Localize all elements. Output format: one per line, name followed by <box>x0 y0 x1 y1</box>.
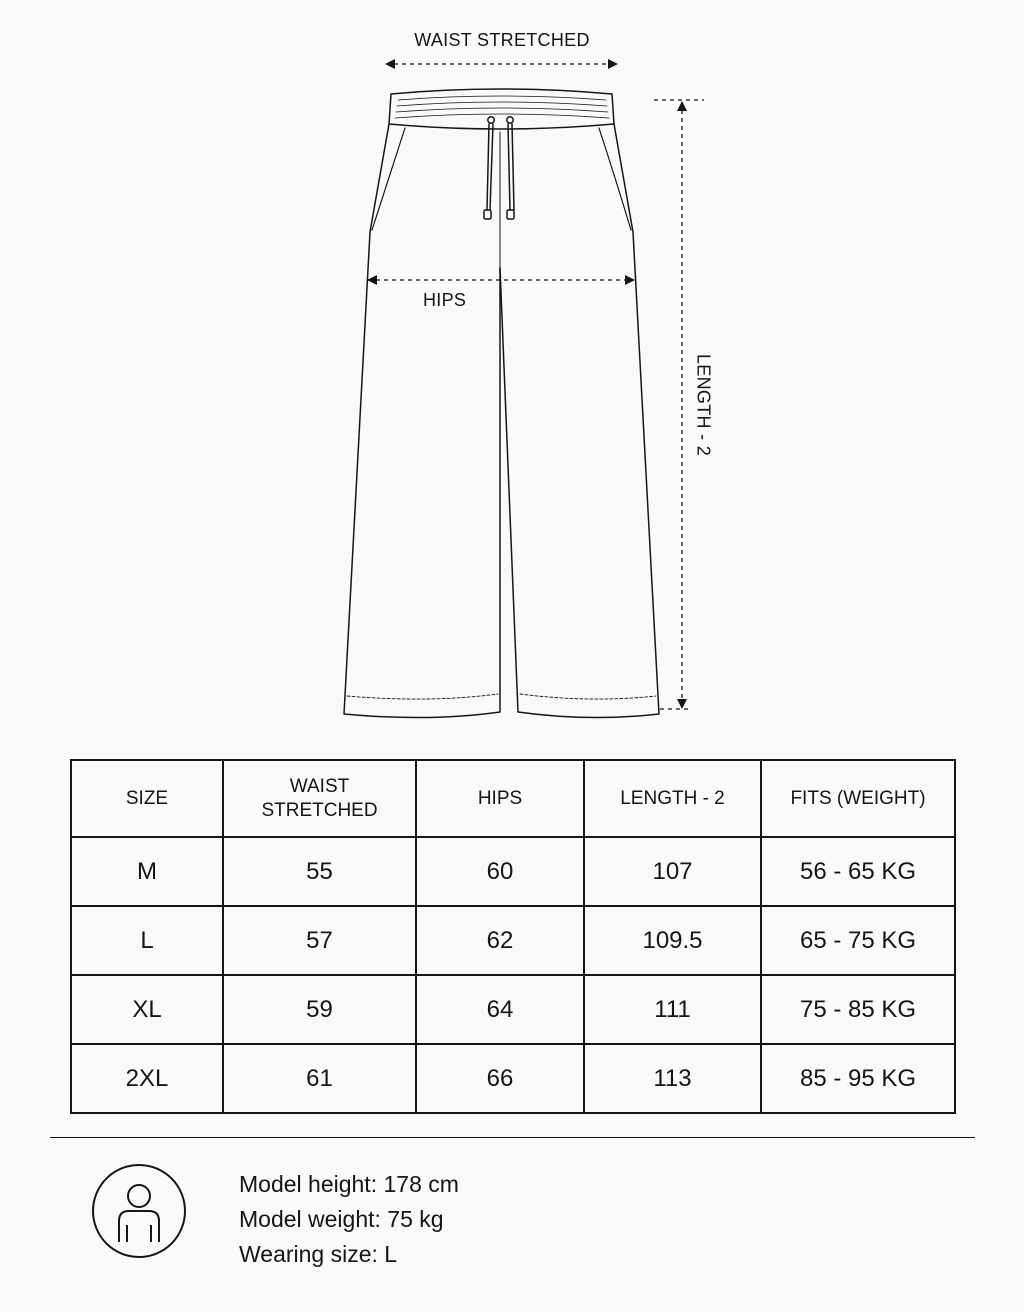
model-info <box>239 1167 459 1272</box>
header-size: SIZE <box>71 760 223 837</box>
cell-hips: 64 <box>416 975 584 1044</box>
length-label: LENGTH - 2 <box>693 353 714 457</box>
cell-length: 113 <box>584 1044 761 1113</box>
header-length: LENGTH - 2 <box>584 760 761 837</box>
cell-length: 109.5 <box>584 906 761 975</box>
cell-hips: 62 <box>416 906 584 975</box>
cell-waist: 55 <box>223 837 416 906</box>
cell-length: 111 <box>584 975 761 1044</box>
table-header-row <box>71 760 955 837</box>
header-fits-weight: FITS (WEIGHT) <box>761 760 955 837</box>
cell-fits: 85 - 95 KG <box>761 1044 955 1113</box>
section-divider <box>50 1137 975 1138</box>
size-chart-table <box>70 759 956 1114</box>
header-hips: HIPS <box>416 760 584 837</box>
cell-hips: 60 <box>416 837 584 906</box>
cell-fits: 56 - 65 KG <box>761 837 955 906</box>
table-row <box>71 837 955 906</box>
header-waist-stretched: WAIST STRETCHED <box>223 760 416 837</box>
cell-waist: 59 <box>223 975 416 1044</box>
cell-hips: 66 <box>416 1044 584 1113</box>
cell-waist: 57 <box>223 906 416 975</box>
waist-stretched-label: WAIST STRETCHED <box>414 30 590 50</box>
table-row <box>71 906 955 975</box>
cell-fits: 65 - 75 KG <box>761 906 955 975</box>
cell-size: XL <box>71 975 223 1044</box>
model-weight: Model weight: 75 kg <box>239 1206 444 1232</box>
cell-length: 107 <box>584 837 761 906</box>
person-icon <box>91 1163 187 1259</box>
model-height: Model height: 178 cm <box>239 1171 459 1197</box>
cell-size: 2XL <box>71 1044 223 1113</box>
cell-size: M <box>71 837 223 906</box>
cell-waist: 61 <box>223 1044 416 1113</box>
cell-size: L <box>71 906 223 975</box>
wearing-size: Wearing size: L <box>239 1241 398 1267</box>
table-row <box>71 975 955 1044</box>
table-row <box>71 1044 955 1113</box>
hips-label: HIPS <box>423 290 467 310</box>
pants-illustration <box>344 89 659 718</box>
cell-fits: 75 - 85 KG <box>761 975 955 1044</box>
